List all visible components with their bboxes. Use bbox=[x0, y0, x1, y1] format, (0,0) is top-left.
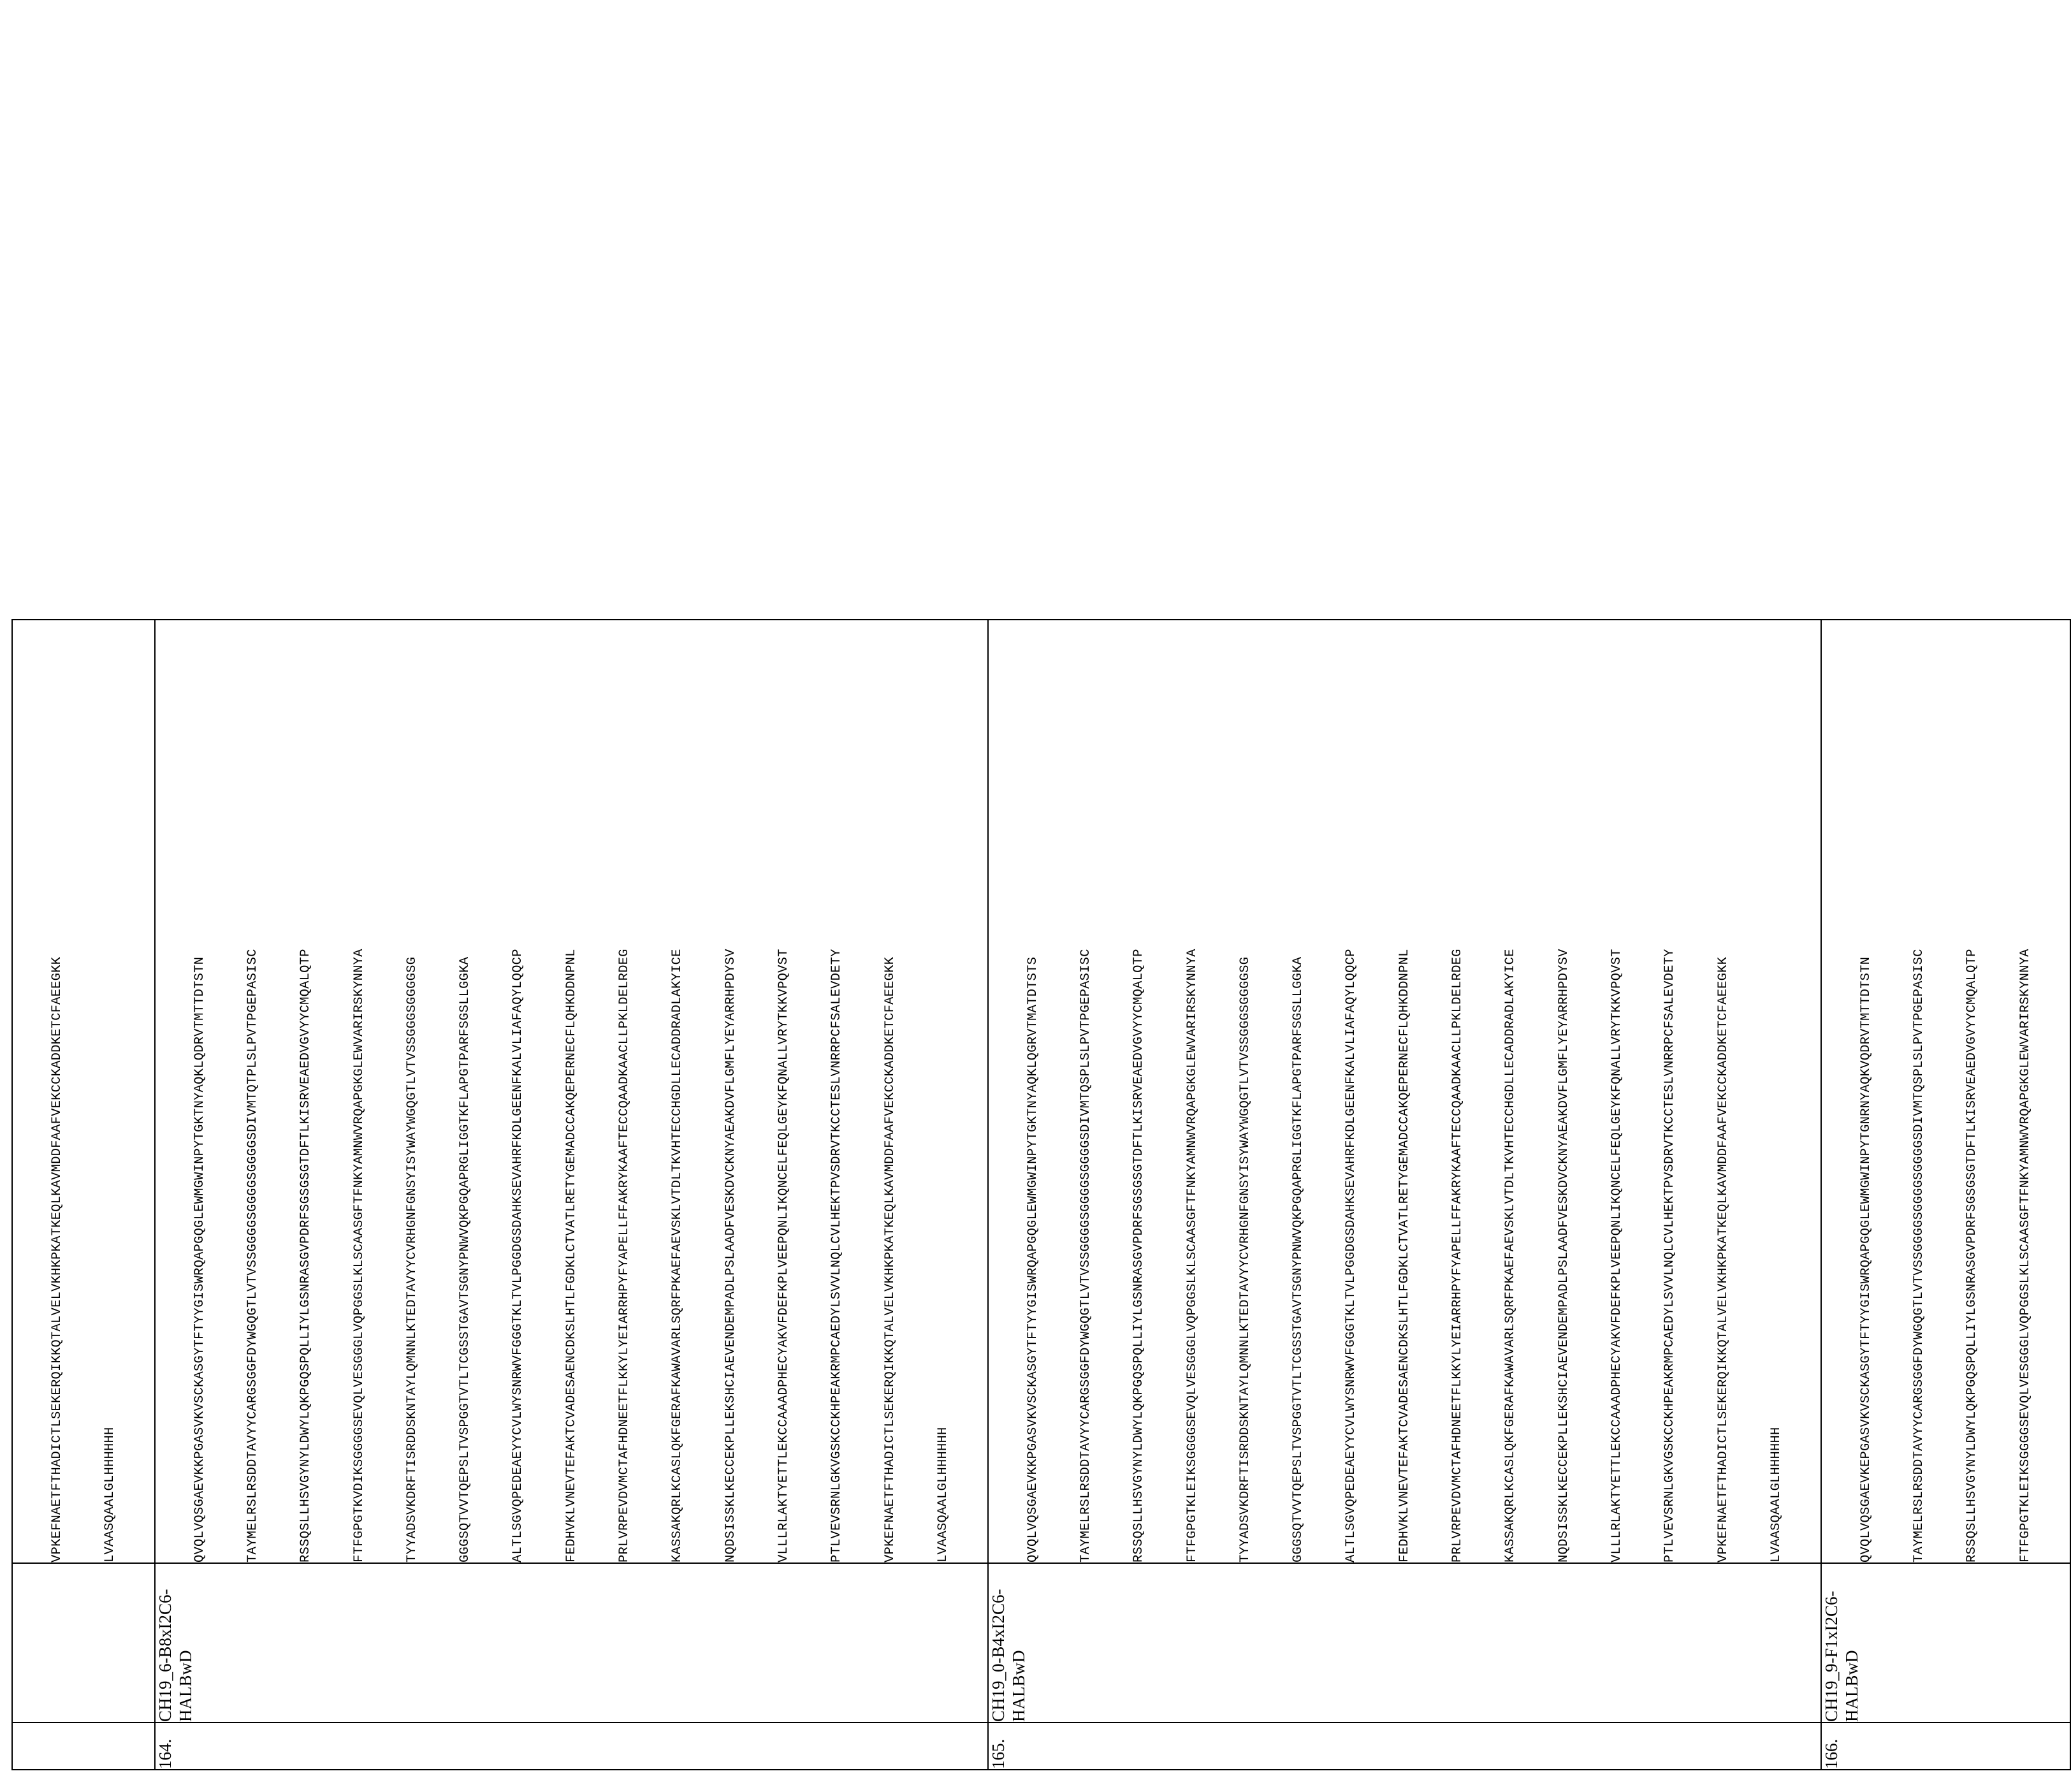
sequence-line: RSSQSLLHSVGYNYLDWYLQKPGQSPQLLIYLGSNRASGVPDRFSGSGSGTDFTLKISRVEAEDVGVYYCMQALQTP bbox=[298, 949, 314, 1563]
table-row bbox=[1821, 620, 2070, 1770]
sequence-line: PTLVEVSRNLGKVGSKCCKHPEAKRMPCAEDYLSVVLNQLCVLHEKTPVSDRVTKCCTESLVNRRPCFSALEVDETY bbox=[1662, 949, 1678, 1563]
sequence-line: PTLVEVSRNLGKVGSKCCKHPEAKRMPCAEDYLSVVLNQLCVLHEKTPVSDRVTKCCTESLVNRRPCFSALEVDETY bbox=[829, 949, 845, 1563]
table-body bbox=[12, 620, 2070, 1770]
sequence-line: LVAASQAALGLHHHHHH bbox=[935, 1427, 950, 1563]
row-sequence bbox=[12, 620, 155, 1563]
sequence-line: FEDHVKLVNEVTEFAKTCVADESAENCDKSLHTLFGDKLCTVATLRETYGEMADCCAKQEPERNECFLQHKDDNPNL bbox=[563, 949, 579, 1563]
sequence-line: VPKEFNAETFTHADICTLSEKERQIKKQTALVELVKHKPKATKEQLKAVMDDFAAFVEKCCKADDKETCFAEEGKK bbox=[882, 956, 897, 1563]
sequence-line: NQDSISSKLKECCEKPLLEKSHCIAEVENDEMPADLPSLAADFVESKDVCKNYAEAKDVFLGMFLYEYARRHPDYSV bbox=[1556, 949, 1571, 1563]
sequence-line: KASSAKQRLKCASLQKFGERAFKAWAVARLSQRFPKAEFAEVSKLVTDLTKVHTECCHGDLLECADDRADLAKYICE bbox=[670, 949, 685, 1563]
table-row bbox=[988, 620, 1821, 1770]
row-sequence bbox=[988, 620, 1821, 1563]
table-row bbox=[155, 620, 988, 1770]
sequence-line: KASSAKQRLKCASLQKFGERAFKAWAVARLSQRFPKAEFAEVSKLVTDLTKVHTECCHGDLLECADDRADLAKYICE bbox=[1503, 949, 1518, 1563]
sequence-line: VPKEFNAETFTHADICTLSEKERQIKKQTALVELVKHKPKATKEQLKAVMDDFAAFVEKCCKADDKETCFAEEGKK bbox=[49, 956, 64, 1563]
row-name: CH19_0-B4xI2C6-HALBwD bbox=[988, 1563, 1821, 1723]
sequence-line: QVQLVQSGAEVKEPGASVKVSCKASGYTFTYYGISWRQAPGQGLEWMGWINPYTGNRNYAQKVQDRVTMTTDTSTN bbox=[1858, 956, 1873, 1563]
sequence-line: PRLVRPEVDVMCTAFHDNEETFLKKYLYEIARRHPYFYAPELLFFAKRYKAAFTECCQAADKAACLLPKLDELRDEG bbox=[617, 949, 632, 1563]
sequence-line: TAYMELRSLRSDDTAVYYCARGSGGFDYWGQGTLVTVSSGGGGSGGGGSGGGGSDIVMTQTPLSLPVTPGEPASISC bbox=[245, 949, 260, 1563]
sequence-line: FTFGPGTKLEIKSGGGGSEVQLVESGGGLVQPGGSLKLSCAASGFTFNKYAMNWVRQAPGKGLEWVARIRSKYNNYA bbox=[1184, 949, 1200, 1563]
row-name bbox=[12, 1563, 155, 1723]
sequence-line: LVAASQAALGLHHHHHH bbox=[1768, 1427, 1784, 1563]
sequence-line: ALTLSGVQPEDEAEYYCVLWYSNRWVFGGGTKLTVLPGGDGSDAHKSEVAHRFKDLGEENFKALVLIAFAQYLQQCP bbox=[1344, 949, 1359, 1563]
row-name: CH19_6-B8xI2C6-HALBwD bbox=[155, 1563, 988, 1723]
sequence-line: RSSQSLLHSVGYNYLDWYLQKPGQSPQLLIYLGSNRASGVPDRFSGSGSGTDFTLKISRVEAEDVGVYYCMQALQTP bbox=[1965, 949, 1980, 1563]
sequence-line: QVQLVQSGAEVKKPGASVKVSCKASGYTFTYYGISWRQAPGQGLEWMGWINPYTGKTNYAQKLQDRVTMTTDTSTN bbox=[192, 956, 207, 1563]
sequence-line: TAYMELRSLRSDDTAVYYCARGSGGFDYWGQGTLVTVSSGGGGSGGGGSGGGGSDIVMTQSPLSLPVTPGEPASISC bbox=[1078, 949, 1093, 1563]
sequence-line: GGGSQTVVTQEPSLTVSPGGTVTLTCGSSTGAVTSGNYPNWVQKPGQAPRGLIGGTKFLAPGTPARFSGSLLGGKA bbox=[458, 956, 473, 1563]
row-sequence bbox=[1821, 620, 2070, 1563]
sequence-line: LVAASQAALGLHHHHHH bbox=[102, 1427, 117, 1563]
sequence-line: TAYMELRSLRSDDTAVYYCARGSGGFDYWGQGTLVTVSSGGGGSGGGGSGGGGSDIVMTQSPLSLPVTPGEPASISC bbox=[1911, 949, 1926, 1563]
row-sequence bbox=[155, 620, 988, 1563]
sequence-line: RSSQSLLHSVGYNYLDWYLQKPGQSPQLLIYLGSNRASGVPDRFSGSGSGTDFTLKISRVEAEDVGVYYCMQALQTP bbox=[1131, 949, 1147, 1563]
row-name: CH19_9-F1xI2C6-HALBwD bbox=[1821, 1563, 2070, 1723]
row-number: 166. bbox=[1821, 1723, 2070, 1770]
sequence-line: NQDSISSKLKECCEKPLLEKSHCIAEVENDEMPADLPSLAADFVESKDVCKNYAEAKDVFLGMFLYEYARRHPDYSV bbox=[723, 949, 738, 1563]
row-number: 165. bbox=[988, 1723, 1821, 1770]
sequence-line: PRLVRPEVDVMCTAFHDNEETFLKKYLYEIARRHPYFYAPELLFFAKRYKAAFTECCQAADKAACLLPKLDELRDEG bbox=[1450, 949, 1465, 1563]
sequence-line: ALTLSGVQPEDEAEYYCVLWYSNRWVFGGGTKLTVLPGGDGSDAHKSEVAHRFKDLGEENFKALVLIAFAQYLQQCP bbox=[511, 949, 526, 1563]
sequence-line: QVQLVQSGAEVKKPGASVKVSCKASGYTFTYYGISWRQAPGQGLEWMGWINPYTGKTNYAQKLQGRVTMATDTSTS bbox=[1025, 956, 1040, 1563]
sequence-line: TYYADSVKDRFTISRDDSKNTAYLQMNNLKTEDTAVYYCVRHGNFGNSYISYWAYWGQGTLVTVSSGGGSGGGGSG bbox=[404, 956, 419, 1563]
row-number bbox=[12, 1723, 155, 1770]
sequence-line: FTFGPGTKLEIKSGGGGSEVQLVESGGGLVQPGGSLKLSCAASGFTFNKYAMNWVRQAPGKGLEWVARIRSKYNNYA bbox=[2017, 949, 2033, 1563]
table-row bbox=[12, 620, 155, 1770]
sequence-line: TYYADSVKDRFTISRDDSKNTAYLQMNNLKTEDTAVYYCVRHGNFGNSYISYWAYWGQGTLVTVSSGGGSGGGGSG bbox=[1237, 956, 1253, 1563]
sequence-line: VPKEFNAETFTHADICTLSEKERQIKKQTALVELVKHKPKATKEQLKAVMDDFAAFVEKCCKADDKETCFAEEGKK bbox=[1715, 956, 1731, 1563]
sequence-line: FEDHVKLVNEVTEFAKTCVADESAENCDKSLHTLFGDKLCTVATLRETYGEMADCCAKQEPERNECFLQHKDDNPNL bbox=[1397, 949, 1412, 1563]
sequence-line: VLLLRLAKTYETTLEKCCAAADPHECYAKVFDEFKPLVEEPQNLIKQNCELFEQLGEYKFQNALLVRYTKKVPQVST bbox=[776, 949, 791, 1563]
sequence-listing-table bbox=[11, 619, 2071, 1770]
sequence-line: FTFGPGTKVDIKSGGGGSEVQLVESGGGLVQPGGSLKLSCAASGFTFNKYAMNWVRQAPGKGLEWVARIRSKYNNYA bbox=[351, 949, 367, 1563]
sequence-line: GGGSQTVVTQEPSLTVSPGGTVTLTCGSSTGAVTSGNYPNWVQKPGQAPRGLIGGTKFLAPGTPARFSGSLLGGKA bbox=[1291, 956, 1306, 1563]
row-number: 164. bbox=[155, 1723, 988, 1770]
sequence-line: VLLLRLAKTYETTLEKCCAAADPHECYAKVFDEFKPLVEEPQNLIKQNCELFEQLGEYKFQNALLVRYTKKVPQVST bbox=[1609, 949, 1624, 1563]
